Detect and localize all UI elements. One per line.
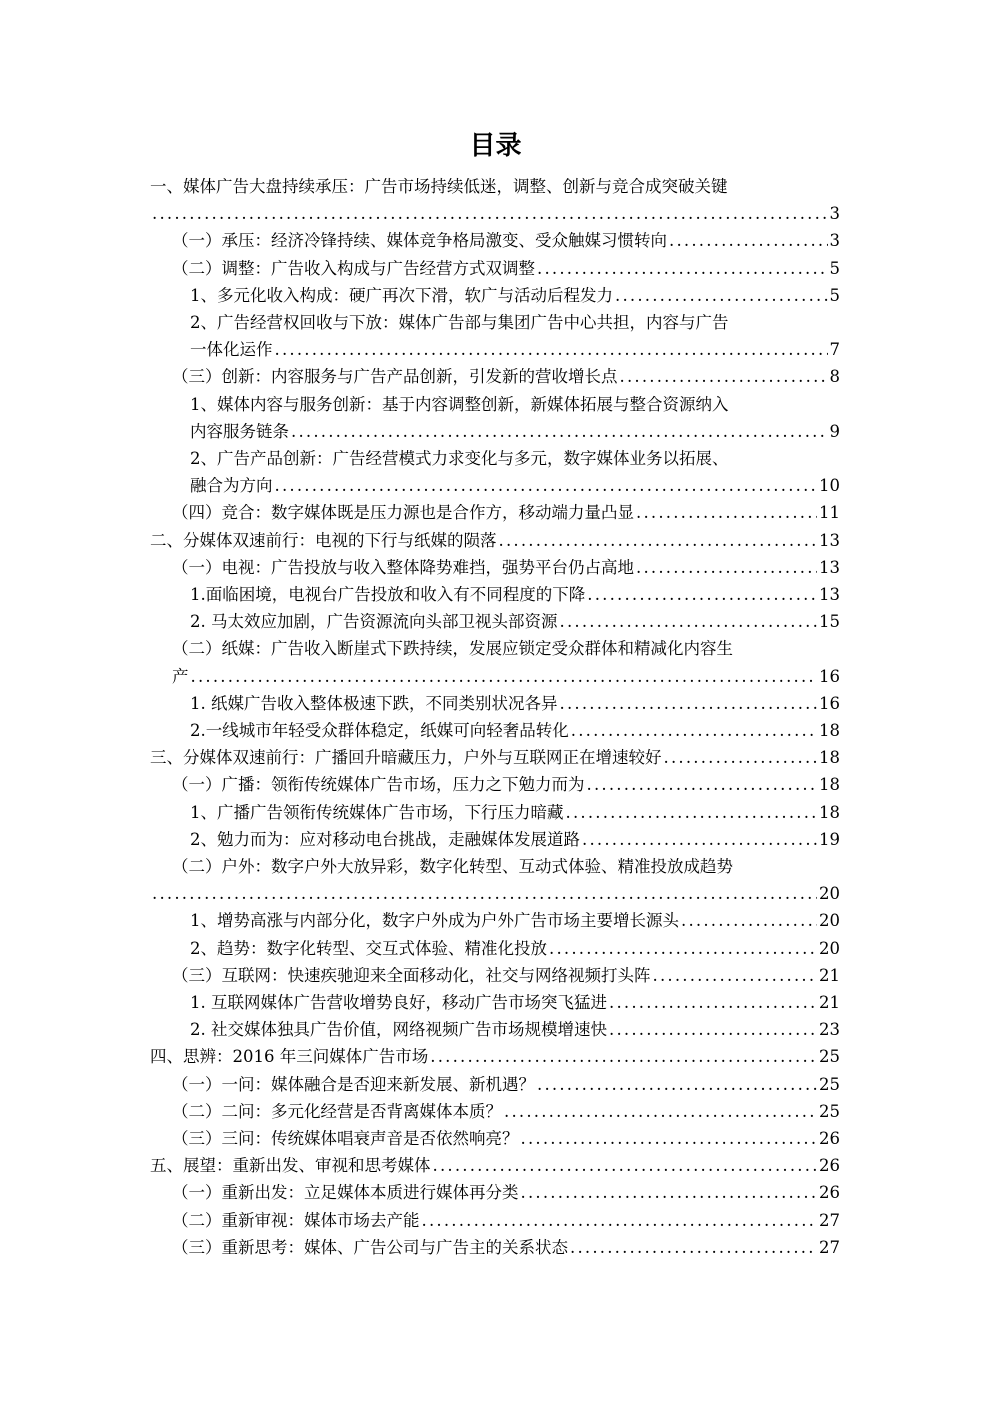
toc-entry-text: 2. 马太效应加剧，广告资源流向头部卫视头部资源: [190, 612, 558, 632]
toc-entry-continuation[interactable]: [190, 418, 840, 445]
toc-entry-text: （四）竞合：数字媒体既是压力源也是合作方，移动端力量凸显: [172, 503, 634, 523]
toc-entry[interactable]: [172, 635, 840, 662]
toc-entry-text: 2.一线城市年轻受众群体稳定，纸媒可向轻奢品转化: [190, 721, 569, 740]
toc-leader-dots: [537, 1071, 817, 1098]
toc-entry[interactable]: [150, 173, 840, 200]
toc-entry-text: （二）二问：多元化经营是否背离媒体本质？: [172, 1101, 502, 1121]
toc-entry-text: 1. 纸媒广告收入整体极速下跌，不同类别状况各异: [190, 693, 558, 713]
toc-entry[interactable]: [190, 690, 840, 717]
toc-entry[interactable]: [172, 363, 840, 390]
toc-page-number: 25: [819, 1074, 840, 1094]
toc-leader-dots: [291, 418, 828, 445]
toc-page-number: 9: [829, 421, 840, 441]
toc-entry[interactable]: [172, 1207, 840, 1234]
toc-page-number: 5: [829, 258, 840, 278]
toc-page-number: 18: [819, 721, 840, 740]
toc-page-number: 21: [819, 993, 840, 1012]
toc-entry-continuation[interactable]: [190, 472, 840, 499]
toc-leader-dots: [669, 227, 828, 254]
toc-leader-dots: [620, 363, 828, 390]
toc-leader-dots: [537, 255, 828, 282]
toc-entry-text: （一）重新出发：立足媒体本质进行媒体再分类: [172, 1183, 519, 1203]
toc-entry[interactable]: [172, 1098, 840, 1125]
toc-page-number: 18: [819, 802, 840, 822]
toc-entry[interactable]: [190, 1016, 840, 1043]
toc-entry-continuation[interactable]: [150, 200, 840, 227]
toc-page-number: 23: [819, 1020, 840, 1040]
toc-leader-dots: [152, 200, 828, 227]
toc-page-number: 27: [819, 1210, 840, 1230]
toc-page-number: 3: [829, 231, 840, 251]
toc-page-number: 21: [819, 965, 840, 985]
toc-page-number: 19: [819, 829, 840, 849]
toc-leader-dots: [275, 336, 828, 363]
toc-entry-text: 四、思辨：2016 年三问媒体广告市场: [150, 1047, 429, 1067]
toc-entry[interactable]: [172, 227, 840, 254]
toc-leader-dots: [636, 499, 817, 526]
toc-entry-text: （三）三问：传统媒体唱衰声音是否依然响亮？: [172, 1129, 519, 1148]
toc-entry-text: （一）广播：领衔传统媒体广告市场，压力之下勉力而为: [172, 775, 585, 795]
toc-leader-dots: [609, 989, 817, 1016]
toc-entry-continuation[interactable]: [190, 336, 840, 363]
toc-entry-text: 2. 社交媒体独具广告价值，网络视频广告市场规模增速快: [190, 1020, 607, 1040]
toc-entry-text: （二）户外：数字户外大放异彩，数字化转型、互动式体验、精准投放成趋势: [172, 857, 733, 876]
toc-entry-text: （一）一问：媒体融合是否迎来新发展、新机遇？: [172, 1074, 535, 1094]
toc-entry-continuation[interactable]: [172, 663, 840, 690]
toc-entry-text: 二、分媒体双速前行：电视的下行与纸媒的陨落: [150, 530, 497, 550]
toc-page-number: 7: [829, 340, 840, 360]
toc-entry-text: 五、展望：重新出发、审视和思考媒体: [150, 1156, 431, 1176]
toc-entry[interactable]: [190, 445, 840, 472]
toc-leader-dots: [275, 472, 818, 499]
toc-page-number: 26: [819, 1129, 840, 1148]
toc-page-number: 3: [829, 204, 840, 224]
toc-leader-dots: [653, 962, 818, 989]
toc-entry[interactable]: [172, 554, 840, 581]
toc-entry-continuation-text: 融合为方向: [190, 476, 273, 496]
toc-page-number: 10: [819, 476, 840, 496]
toc-leader-dots: [521, 1179, 818, 1206]
toc-entry-text: 2、广告产品创新：广告经营模式力求变化与多元，数字媒体业务以拓展、: [190, 449, 729, 468]
toc-leader-dots: [681, 907, 817, 934]
toc-entry-text: （二）重新审视：媒体市场去产能: [172, 1210, 420, 1230]
toc-entry[interactable]: [190, 799, 840, 826]
toc-entry[interactable]: [190, 717, 840, 744]
toc-page-number: 18: [819, 748, 840, 768]
toc-leader-dots: [587, 581, 817, 608]
toc-entry-text: 2、勉力而为：应对移动电台挑战，走融媒体发展道路: [190, 829, 580, 849]
toc-entry[interactable]: [190, 989, 840, 1016]
toc-entry-text: 一、媒体广告大盘持续承压：广告市场持续低迷，调整、创新与竞合成突破关键: [150, 177, 728, 196]
toc-leader-dots: [504, 1098, 817, 1125]
toc-entry-text: （一）电视：广告投放与收入整体降势难挡，强势平台仍占高地: [172, 557, 634, 577]
toc-leader-dots: [191, 663, 818, 690]
toc-page-number: 16: [819, 693, 840, 713]
toc-entry[interactable]: [150, 1152, 840, 1179]
toc-page-number: 13: [819, 530, 840, 550]
toc-entry-text: （一）承压：经济冷锋持续、媒体竞争格局激变、受众触媒习惯转向: [172, 231, 667, 251]
toc-entry[interactable]: [172, 499, 840, 526]
toc-entry[interactable]: [172, 255, 840, 282]
toc-leader-dots: [499, 527, 818, 554]
toc-page-number: 5: [829, 285, 840, 305]
toc-page-number: 16: [819, 666, 840, 686]
toc-leader-dots: [571, 717, 817, 744]
toc-entry-continuation[interactable]: [150, 880, 840, 907]
toc-leader-dots: [615, 282, 828, 309]
toc-page-number: 13: [819, 585, 840, 604]
toc-leader-dots: [582, 826, 817, 853]
toc-leader-dots: [570, 1234, 817, 1261]
toc-entry[interactable]: [150, 527, 840, 554]
toc-leader-dots: [152, 880, 817, 907]
toc-entry[interactable]: [150, 744, 840, 771]
toc-entry[interactable]: [172, 1234, 840, 1261]
toc-entry-continuation-text: 产: [172, 666, 189, 686]
toc-entry[interactable]: [172, 962, 840, 989]
toc-page-number: 25: [819, 1047, 840, 1067]
toc-entry-text: 2、趋势：数字化转型、交互式体验、精准化投放: [190, 938, 547, 958]
toc-leader-dots: [609, 1016, 817, 1043]
toc-page-number: 11: [819, 503, 840, 523]
toc-page-number: 20: [819, 884, 840, 904]
toc-leader-dots: [636, 554, 817, 581]
toc-entry[interactable]: [150, 1043, 840, 1070]
toc-page-number: 26: [819, 1183, 840, 1203]
toc-page-number: 20: [819, 911, 840, 931]
toc-entry-text: 1、增势高涨与内部分化，数字户外成为户外广告市场主要增长源头: [190, 911, 679, 931]
toc-entry[interactable]: [190, 907, 840, 934]
toc-entry-text: 1、广播广告领衔传统媒体广告市场，下行压力暗藏: [190, 802, 564, 822]
toc-leader-dots: [587, 771, 818, 798]
toc-page-number: 20: [819, 938, 840, 958]
toc-page-number: 27: [819, 1237, 840, 1257]
toc-page-number: 15: [819, 612, 840, 632]
toc-leader-dots: [566, 799, 818, 826]
toc-entry-text: （二）纸媒：广告收入断崖式下跌持续，发展应锁定受众群体和精减化内容生: [172, 639, 733, 659]
toc-entry-text: （三）互联网：快速疾驰迎来全面移动化，社交与网络视频打头阵: [172, 965, 651, 985]
toc-entry-continuation-text: 一体化运作: [190, 340, 273, 360]
toc-entry[interactable]: [172, 1179, 840, 1206]
toc-entry[interactable]: [172, 771, 840, 798]
toc-leader-dots: [521, 1125, 818, 1152]
toc-entry[interactable]: [190, 608, 840, 635]
toc-entry[interactable]: [190, 935, 840, 962]
toc-page-number: 26: [819, 1156, 840, 1176]
toc-entry-text: 1. 互联网媒体广告营收增势良好，移动广告市场突飞猛进: [190, 993, 607, 1012]
toc-entry-text: 1.面临困境，电视台广告投放和收入有不同程度的下降: [190, 585, 586, 604]
toc-page-number: 8: [829, 367, 840, 387]
toc-entry[interactable]: [190, 826, 840, 853]
toc-entry-text: 1、媒体内容与服务创新：基于内容调整创新，新媒体拓展与整合资源纳入: [190, 394, 729, 414]
toc-entry-text: （三）重新思考：媒体、广告公司与广告主的关系状态: [172, 1237, 568, 1257]
toc-entry[interactable]: [190, 581, 840, 608]
toc-leader-dots: [560, 608, 818, 635]
toc-page-number: 13: [819, 557, 840, 577]
toc-entry-text: （二）调整：广告收入构成与广告经营方式双调整: [172, 258, 535, 278]
toc-entry-continuation-text: 内容服务链条: [190, 421, 289, 441]
toc-leader-dots: [549, 935, 817, 962]
toc-page-number: 18: [819, 775, 840, 795]
toc-entry-text: （三）创新：内容服务与广告产品创新，引发新的营收增长点: [172, 367, 618, 387]
toc-entry-text: 1、多元化收入构成：硬广再次下滑，软广与活动后程发力: [190, 285, 613, 305]
toc-leader-dots: [433, 1152, 818, 1179]
toc-entry-text: 2、广告经营权回收与下放：媒体广告部与集团广告中心共担，内容与广告: [190, 313, 729, 332]
toc-leader-dots: [430, 1043, 817, 1070]
toc-leader-dots: [422, 1207, 818, 1234]
toc-title: 目录: [469, 131, 522, 161]
toc-leader-dots: [560, 690, 818, 717]
toc-entry-text: 三、分媒体双速前行：广播回升暗藏压力，户外与互联网正在增速较好: [150, 748, 662, 768]
toc-entry[interactable]: [190, 391, 840, 418]
toc-entry[interactable]: [172, 853, 840, 880]
toc-entry[interactable]: [172, 1125, 840, 1152]
toc-entry[interactable]: [172, 1071, 840, 1098]
toc-entry[interactable]: [190, 309, 840, 336]
toc-entry[interactable]: [190, 282, 840, 309]
toc-leader-dots: [664, 744, 818, 771]
toc-page-number: 25: [819, 1101, 840, 1121]
